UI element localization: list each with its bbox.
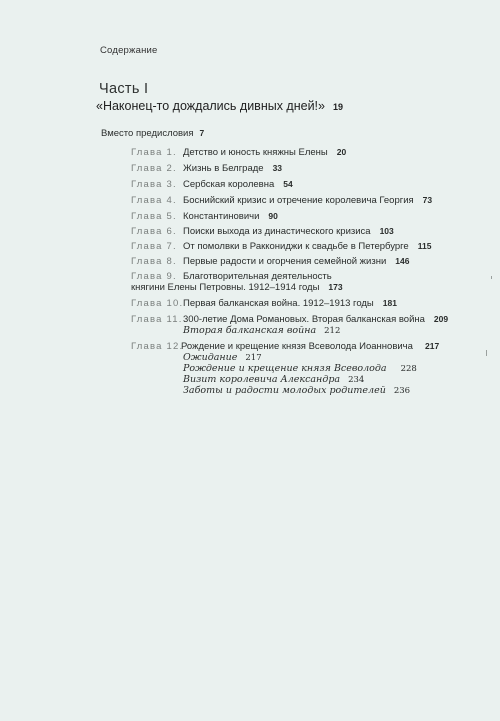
chapter-page-number: 173	[328, 282, 343, 292]
subsection-entry	[183, 374, 364, 385]
part-title-line	[96, 99, 343, 113]
chapter-title-line	[183, 211, 278, 222]
chapter-title: Рождение и крещение князя Всеволода Иоанновича	[181, 341, 413, 352]
chapter-title: Первые радости и огорчения семейной жизни	[183, 256, 387, 267]
subsection-title: Вторая балканская война	[183, 325, 317, 336]
chapter-title: Первая балканская война. 1912–1913 годы	[183, 298, 374, 309]
chapter-title-line	[183, 163, 282, 174]
subsection-title: Заботы и радости молодых родителей	[183, 385, 386, 396]
subsection-title: Рождение и крещение князя Всеволода	[183, 363, 387, 374]
part-page-number: 19	[333, 102, 344, 112]
chapter-title-line	[183, 298, 397, 309]
chapter-page-number: 217	[425, 341, 440, 351]
subsection-page-number: 217	[245, 353, 262, 363]
intro-page-number: 7	[199, 128, 205, 138]
chapter-title-continuation: княгини Елены Петровны. 1912–1914 годы	[131, 282, 320, 293]
chapter-title-line	[183, 256, 409, 267]
chapter-page-number: 146	[395, 256, 410, 266]
chapter-page-number: 103	[379, 226, 394, 236]
chapter-title: Благотворительная деятельность	[183, 271, 332, 282]
intro-entry	[101, 128, 204, 139]
chapter-title: От помолвки в Раккониджи к свадьбе в Петербурге	[183, 241, 409, 252]
subsection-entry	[183, 352, 262, 363]
chapter-title-line	[183, 179, 293, 190]
scan-speck	[491, 276, 492, 279]
chapter-title: Жизнь в Белграде	[183, 163, 264, 174]
chapter-title-continuation-line	[131, 282, 343, 293]
subsection-entry	[183, 363, 417, 374]
chapter-label: Глава 2.	[131, 163, 177, 174]
contents-heading: Содержание	[100, 45, 158, 56]
chapter-label: Глава 3.	[131, 179, 177, 190]
chapter-label: Глава 1.	[131, 147, 177, 158]
subsection-title: Визит королевича Александра	[183, 374, 341, 385]
chapter-title: Сербская королевна	[183, 179, 275, 190]
scan-speck	[486, 350, 487, 356]
chapter-label: Глава 6.	[131, 226, 177, 237]
chapter-page-number: 73	[422, 195, 433, 205]
chapter-page-number: 20	[336, 147, 347, 157]
chapter-page-number: 33	[272, 163, 283, 173]
chapter-title: Боснийский кризис и отречение королевича Георгия	[183, 195, 414, 206]
subsection-entry	[183, 385, 410, 396]
chapter-title: Поиски выхода из династического кризиса	[183, 226, 371, 237]
part-label: Часть I	[99, 81, 149, 97]
chapter-label: Глава 8.	[131, 256, 177, 267]
chapter-label: Глава 11.	[131, 314, 183, 325]
chapter-title: Константиновичи	[183, 211, 260, 222]
chapter-label: Глава 10.	[131, 298, 184, 309]
part-title: «Наконец-то дождались дивных дней!»	[96, 99, 325, 113]
chapter-page-number: 90	[268, 211, 278, 221]
chapter-page-number: 115	[417, 241, 432, 251]
chapter-label: Глава 12.	[131, 341, 184, 352]
subsection-page-number: 236	[393, 386, 411, 396]
chapter-title-line	[183, 147, 346, 158]
chapter-title-line	[183, 314, 448, 325]
subsection-entry	[183, 325, 340, 336]
subsection-page-number: 228	[400, 364, 417, 374]
chapter-label: Глава 7.	[131, 241, 177, 252]
subsection-title: Ожидание	[183, 352, 238, 363]
chapter-label: Глава 5.	[131, 211, 177, 222]
chapter-title-line	[183, 241, 431, 252]
chapter-label: Глава 9.	[131, 271, 177, 282]
chapter-title-line	[183, 226, 394, 237]
chapter-page-number: 181	[382, 298, 397, 308]
chapter-title-line	[183, 195, 432, 206]
chapter-title: Детство и юность княжны Елены	[183, 147, 328, 158]
subsection-page-number: 212	[324, 326, 341, 336]
chapter-title: 300-летие Дома Романовых. Вторая балканская война	[183, 314, 425, 325]
chapter-page-number: 54	[283, 179, 293, 189]
chapter-page-number: 209	[433, 314, 449, 324]
subsection-page-number: 234	[348, 375, 365, 385]
chapter-label: Глава 4.	[131, 195, 177, 206]
intro-title: Вместо предисловия	[101, 128, 194, 139]
